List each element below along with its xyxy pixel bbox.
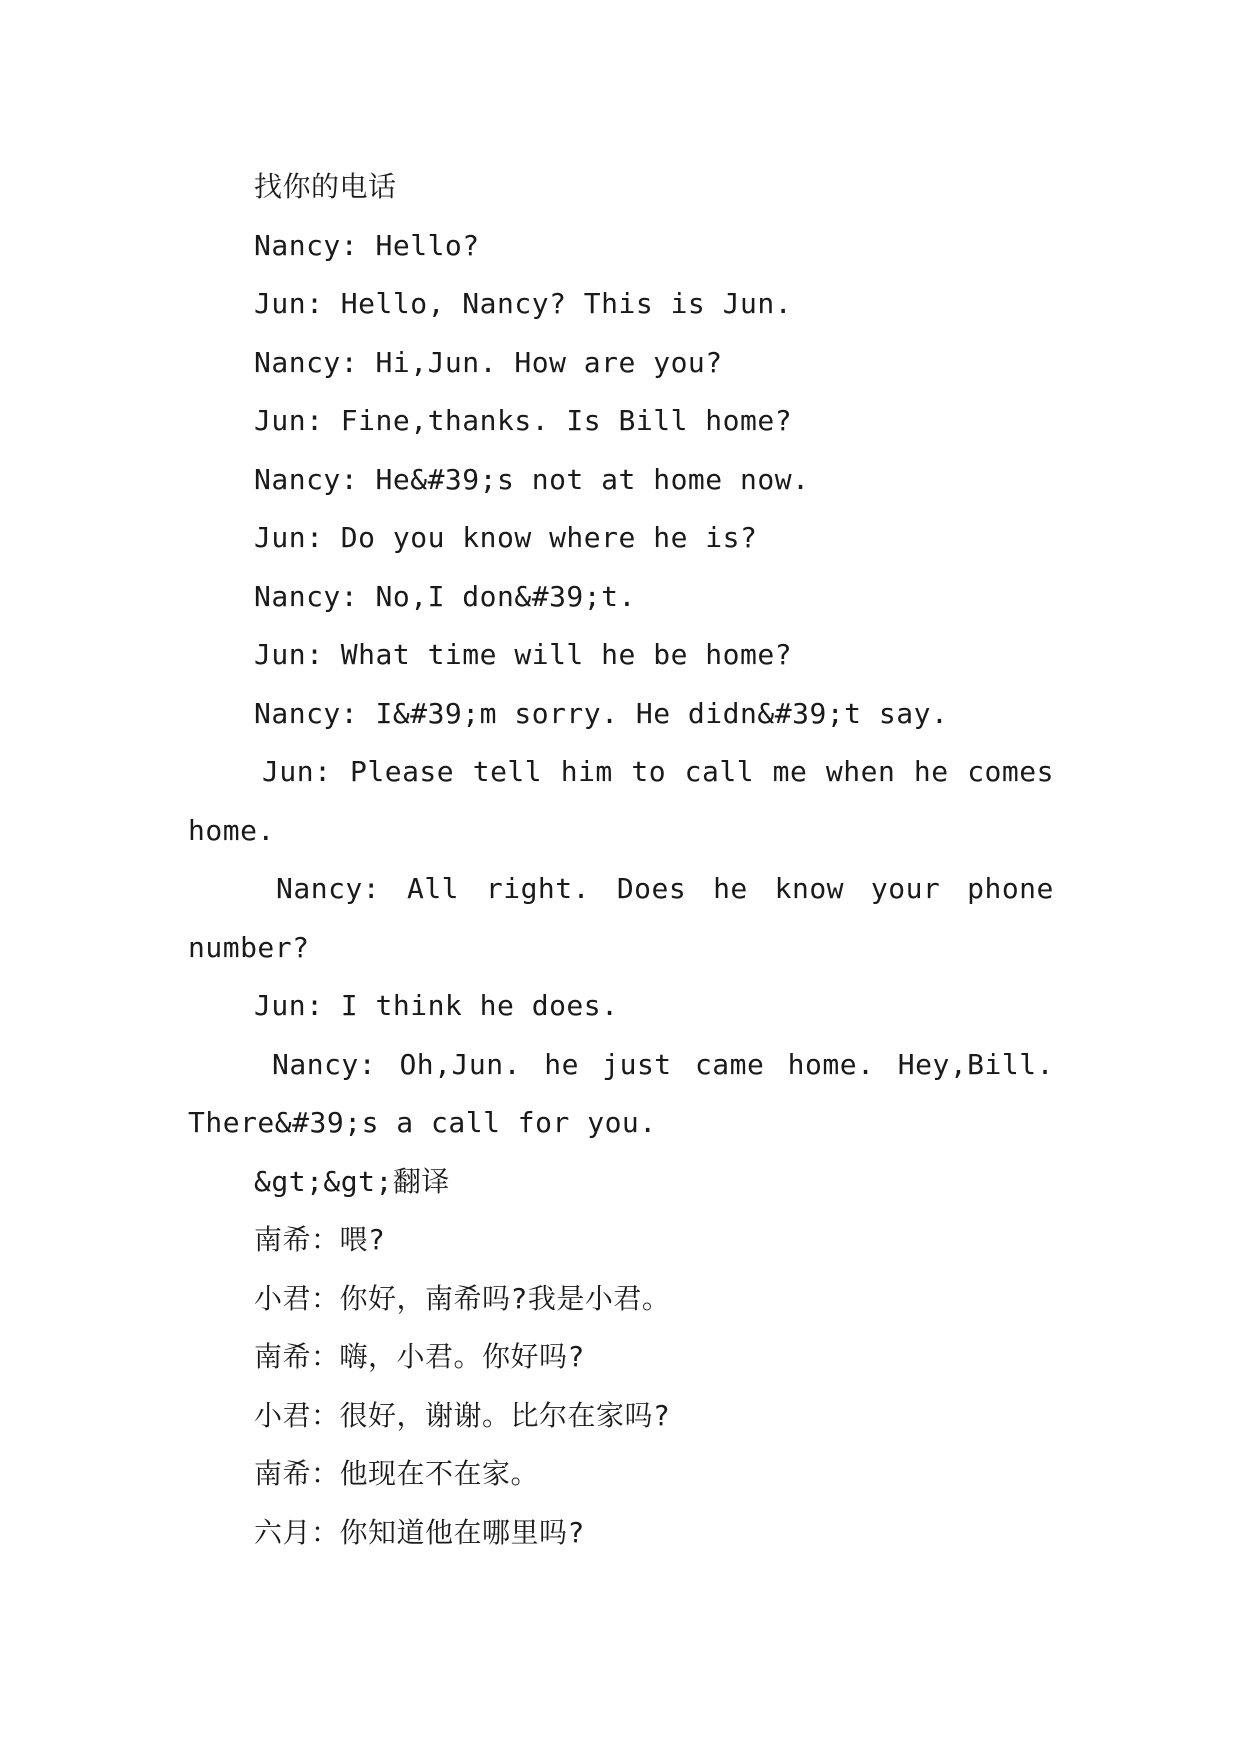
dialogue-continuation: There&#39;s a call for you. xyxy=(188,1106,657,1139)
word: your xyxy=(870,872,941,905)
word: him xyxy=(560,755,613,788)
translation-line: 南希：嗨，小君。你好吗? xyxy=(254,1340,585,1373)
word: All xyxy=(406,872,460,905)
dialogue-paragraph-justified xyxy=(188,743,1054,802)
word: know xyxy=(774,872,845,905)
word: call xyxy=(684,755,755,788)
dialogue-line: Nancy: He&#39;s not at home now. xyxy=(254,462,810,496)
dialogue-line: Jun: What time will he be home? xyxy=(254,638,793,671)
word: phone xyxy=(967,872,1054,905)
word: Hey,Bill. xyxy=(897,1047,1054,1081)
word: Does xyxy=(616,872,687,905)
word: Jun: xyxy=(262,755,332,788)
word: tell xyxy=(472,755,543,788)
translation-heading: &gt;&gt;翻译 xyxy=(254,1164,450,1198)
dialogue-continuation: number? xyxy=(188,930,310,964)
document-title: 找你的电话 xyxy=(254,170,397,203)
dialogue-paragraph-justified xyxy=(188,1036,1054,1095)
word: home. xyxy=(787,1047,875,1081)
translation-line: 南希：喂? xyxy=(254,1223,386,1256)
word: Nancy: xyxy=(272,1047,377,1081)
word: he xyxy=(544,1047,579,1081)
word: Nancy: xyxy=(276,872,381,905)
translation-line: 六月：你知道他在哪里吗? xyxy=(254,1515,585,1549)
word: Please xyxy=(350,755,455,788)
dialogue-line: Jun: Fine,thanks. Is Bill home? xyxy=(254,404,793,437)
word: he xyxy=(913,755,949,788)
dialogue-line: Nancy: Hello? xyxy=(254,228,480,262)
dialogue-line: Nancy: Hi,Jun. How are you? xyxy=(254,345,723,379)
word: he xyxy=(713,872,748,905)
word: to xyxy=(631,755,667,788)
dialogue-line: Jun: Hello, Nancy? This is Jun. xyxy=(254,287,793,320)
translation-line: 小君：很好，谢谢。比尔在家吗? xyxy=(254,1398,671,1432)
translation-line: 小君：你好，南希吗?我是小君。 xyxy=(254,1281,671,1315)
dialogue-line: Nancy: I&#39;m sorry. He didn&#39;t say. xyxy=(254,696,949,730)
word: right. xyxy=(485,872,591,905)
document-body xyxy=(188,158,1054,1562)
word: me xyxy=(772,755,808,788)
word: comes xyxy=(967,755,1054,788)
dialogue-paragraph-justified xyxy=(188,860,1054,919)
translation-line: 南希：他现在不在家。 xyxy=(254,1457,540,1490)
dialogue-line: Jun: I think he does. xyxy=(254,989,619,1022)
word: just xyxy=(602,1047,672,1081)
word: came xyxy=(694,1047,765,1081)
dialogue-continuation: home. xyxy=(188,813,275,847)
word: Oh,Jun. xyxy=(399,1047,521,1081)
word: when xyxy=(825,755,896,788)
dialogue-line: Nancy: No,I don&#39;t. xyxy=(254,579,636,613)
dialogue-line: Jun: Do you know where he is? xyxy=(254,521,758,554)
